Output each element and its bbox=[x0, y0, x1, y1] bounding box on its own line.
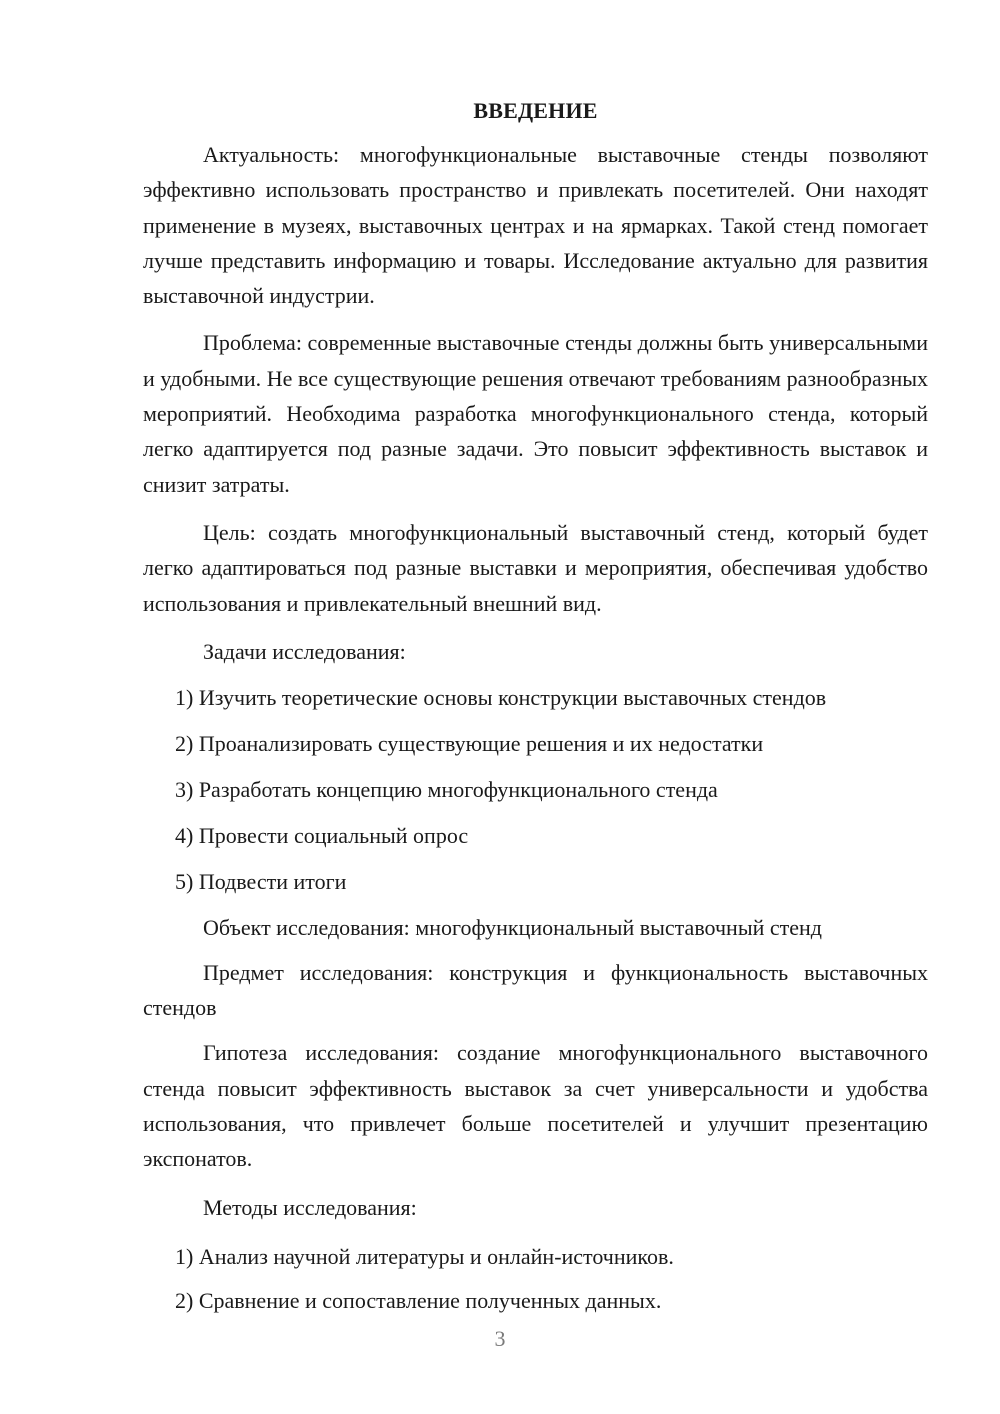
problem-paragraph: Проблема: современные выставочные стенды должны быть универсальными и удобными. Не все существующие решения отвечают требованиям разнообразных мероприятий. Необходима разработка многофункционального стенда, который легко адаптируется под разные задачи. Это повысит эффективность выставок и снизит затраты. bbox=[143, 330, 928, 497]
list-item: 2) Проанализировать существующие решения и их недостатки bbox=[175, 730, 764, 756]
list-item: 2) Сравнение и сопоставление полученных данных. bbox=[175, 1287, 662, 1313]
list-item: 1) Изучить теоретические основы конструкции выставочных стендов bbox=[175, 684, 827, 710]
tasks-list bbox=[143, 680, 928, 899]
tasks-label: Задачи исследования: bbox=[203, 638, 406, 664]
hypothesis-paragraph: Гипотеза исследования: создание многофункционального выставочного стенда повысит эффективность выставок за счет универсальности и удобства использования, что привлечет больше посетителей и улучшит презентацию экспонатов. bbox=[143, 1040, 928, 1172]
list-item: 1) Анализ научной литературы и онлайн-источников. bbox=[175, 1243, 674, 1269]
object-paragraph: Объект исследования: многофункциональный выставочный стенд bbox=[203, 914, 822, 940]
list-item: 3) Разработать концепцию многофункционального стенда bbox=[175, 776, 718, 802]
list-item: 4) Провести социальный опрос bbox=[175, 822, 469, 848]
document-page bbox=[143, 95, 928, 1318]
subject-paragraph: Предмет исследования: конструкция и функциональность выставочных стендов bbox=[143, 959, 928, 1021]
methods-list bbox=[143, 1239, 928, 1318]
page-title: ВВЕДЕНИЕ bbox=[473, 98, 598, 123]
relevance-paragraph: Актуальность: многофункциональные выставочные стенды позволяют эффективно использовать пространство и привлекать посетителей. Они находят применение в музеях, выставочных центрах и на ярмарках. Такой стенд помогает лучше представить информацию и товары. Исследование актуально для развития выставочной индустрии. bbox=[143, 142, 928, 309]
goal-paragraph: Цель: создать многофункциональный выставочный стенд, который будет легко адаптироваться под разные выставки и мероприятия, обеспечивая удобство использования и привлекательный внешний вид. bbox=[143, 519, 928, 616]
list-item: 5) Подвести итоги bbox=[175, 868, 347, 894]
page-number: 3 bbox=[494, 1326, 506, 1351]
methods-label: Методы исследования: bbox=[203, 1194, 417, 1220]
